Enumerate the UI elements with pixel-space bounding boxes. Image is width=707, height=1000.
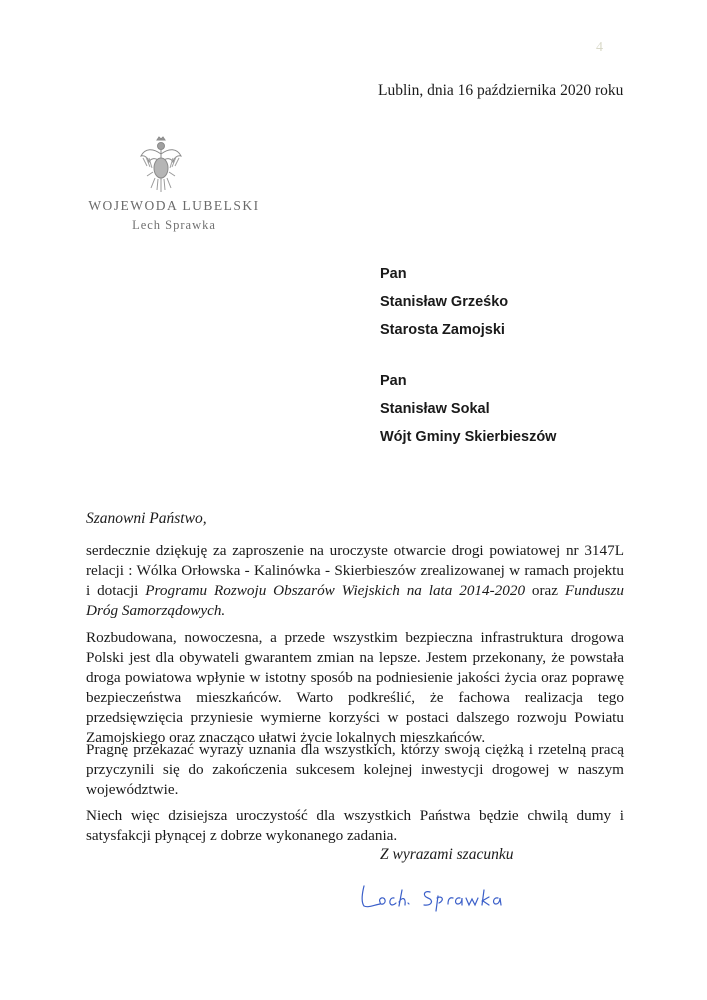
- recipient-1-salutation: Pan: [380, 266, 407, 282]
- office-holder-name: Lech Sprawka: [132, 218, 216, 232]
- conjunction: oraz: [525, 582, 565, 599]
- recipient-2-name: Stanisław Sokal: [380, 401, 490, 417]
- letter-salutation: Szanowni Państwo,: [86, 510, 207, 527]
- recipient-2-salutation: Pan: [380, 373, 407, 389]
- paragraph-1: [86, 541, 624, 621]
- paragraph-4: Niech więc dzisiejsza uroczystość dla wszystkich Państwa będzie chwilą dumy i satysfakcji płynącej z dobrze wykonanego zadania.: [86, 807, 624, 844]
- paragraph-2: Rozbudowana, nowoczesna, a przede wszystkim bezpieczna infrastruktura drogowa Polski jest dla obywateli gwarantem zmian na lepsze. Jestem przekonany, że powstała droga powiatowa wpłynie w istotny sposób na podniesienie jakości życia oraz poprawę bezpieczeństwa mieszkańców. Warto podkreślić, że fachowa realizacja tego przedsięwzięcia przyniesie wymierne korzyści w postaci dalszego rozwoju Powiatu Zamojskiego oraz znacząco ułatwi życie lokalnych mieszkańców.: [86, 629, 624, 746]
- eagle-emblem-icon: [139, 136, 183, 196]
- date-line: Lublin, dnia 16 października 2020 roku: [378, 82, 624, 99]
- paragraph-1-text: serdecznie dziękuję za zaproszenie na uroczyste otwarcie drogi powiatowej nr 3147L relacji : Wólka Orłowska - Kalinówka - Skierbieszów zrealizowanej w ramach projektu i dotacji: [86, 542, 624, 599]
- paragraph-3: Pragnę przekazać wyrazy uznania dla wszystkich, którzy swoją ciężką i rzetelną pracą przyczynili się do zakończenia sukcesem kolejnej inwestycji drogowej w naszym województwie.: [86, 741, 624, 798]
- program-name: Programu Rozwoju Obszarów Wiejskich na lata 2014-2020: [145, 582, 526, 599]
- recipient-1-name: Stanisław Grześko: [380, 294, 509, 310]
- recipient-1-title: Starosta Zamojski: [380, 322, 505, 338]
- fund-name: Funduszu Dróg Samorządowych.: [86, 582, 624, 619]
- office-title: WOJEWODA LUBELSKI: [88, 198, 260, 213]
- closing-phrase: Z wyrazami szacunku: [380, 846, 514, 863]
- handwritten-signature: [358, 880, 508, 914]
- recipient-2-title: Wójt Gminy Skierbieszów: [380, 429, 557, 445]
- corner-page-mark: 4: [596, 40, 603, 55]
